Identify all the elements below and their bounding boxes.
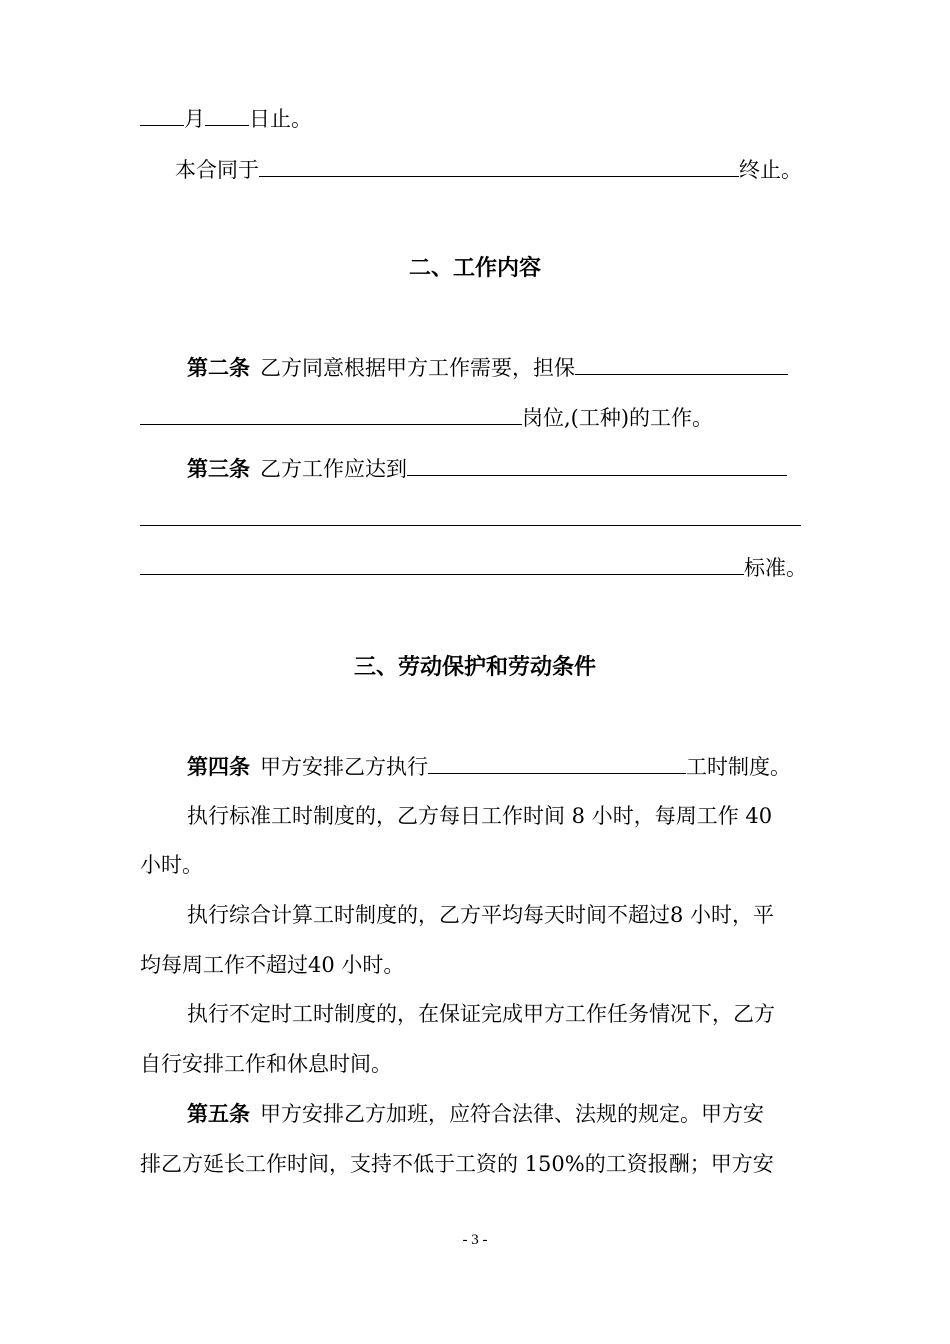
month-blank[interactable] (140, 103, 184, 126)
term-end-date-line (140, 103, 312, 134)
article-3-end-text: 标准。 (744, 556, 807, 580)
day-blank[interactable] (205, 103, 249, 126)
day-end-label: 日止。 (249, 107, 312, 131)
comprehensive-hours-line-1: 执行综合计算工时制度的，乙方平均每天时间不超过8 小时，平 (187, 903, 775, 927)
contract-termination-suffix: 终止。 (739, 158, 802, 182)
article-3-line (187, 453, 787, 484)
position-blank-2[interactable] (140, 402, 522, 425)
article-3-label: 第三条 (187, 456, 250, 481)
article-2-cont-text: 岗位,(工种)的工作。 (522, 406, 714, 430)
page-number: - 3 - (462, 1232, 488, 1248)
article-2-text: 乙方同意根据甲方工作需要，担保 (260, 356, 575, 380)
article-4-label: 第四条 (187, 754, 250, 779)
article-3-text: 乙方工作应达到 (260, 457, 407, 481)
article-4-line (187, 751, 791, 782)
article-2-line (187, 352, 788, 383)
article-5-line-2: 排乙方延长工作时间，支持不低于工资的 150%的工资报酬；甲方安 (140, 1152, 774, 1176)
article-4-end-text: 工时制度。 (686, 755, 791, 779)
standard-hours-line-1: 执行标准工时制度的，乙方每日工作时间 8 小时，每周工作 40 (187, 804, 773, 828)
standard-blank-1[interactable] (407, 453, 787, 476)
article-5-line-1 (187, 1099, 764, 1129)
article-3-blank-line (140, 503, 801, 534)
standard-hours-line-2: 小时。 (140, 853, 203, 877)
month-label: 月 (184, 107, 205, 131)
contract-termination-prefix: 本合同于 (175, 158, 259, 182)
article-3-end-line (140, 552, 807, 583)
standard-blank-3[interactable] (140, 552, 744, 575)
standard-blank-2[interactable] (140, 503, 801, 526)
article-2-cont-line (140, 402, 713, 433)
article-2-label: 第二条 (187, 355, 250, 380)
flexible-hours-line-2: 自行安排工作和休息时间。 (140, 1052, 392, 1076)
article-5-label: 第五条 (187, 1101, 250, 1126)
work-hours-system-blank[interactable] (428, 751, 686, 774)
article-5-text-1: 甲方安排乙方加班，应符合法律、法规的规定。甲方安 (260, 1102, 764, 1126)
position-blank[interactable] (575, 352, 788, 375)
article-4-text: 甲方安排乙方执行 (260, 755, 428, 779)
contract-termination-line (175, 154, 802, 185)
comprehensive-hours-line-2: 均每周工作不超过40 小时。 (140, 953, 405, 977)
termination-blank[interactable] (259, 154, 739, 177)
section-heading-work-content: 二、工作内容 (408, 255, 541, 281)
flexible-hours-line-1: 执行不定时工时制度的，在保证完成甲方工作任务情况下，乙方 (187, 1002, 775, 1026)
section-heading-labor-protection: 三、劳动保护和劳动条件 (353, 654, 596, 680)
